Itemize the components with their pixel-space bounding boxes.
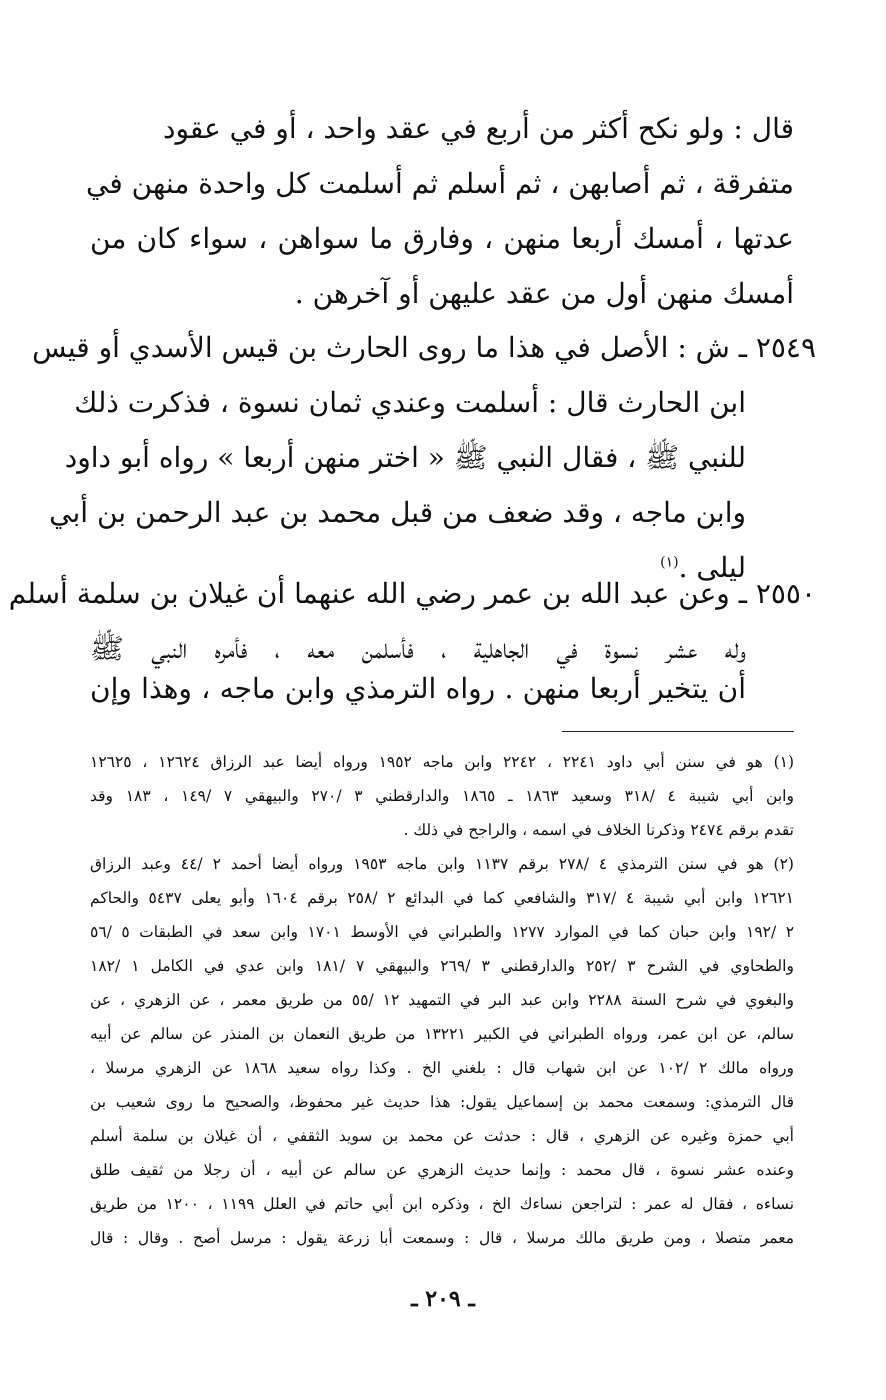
footnote-2-line-6: سالم، عن ابن عمر، ورواه الطبراني في الكبير ١٣٢٢١ من طريق النعمان بن المنذر عن سالم عن أبيه	[90, 1025, 794, 1043]
footnote-1-line-1: (١) هو في سنن أبي داود ٢٢٤١ ، ٢٢٤٢ وابن ماجه ١٩٥٢ ورواه أيضا عبد الرزاق ١٢٦٢٤ ، ١٢٦٢٥	[90, 753, 795, 771]
item-2549-line-2: ابن الحارث قال : أسلمت وعندي ثمان نسوة ، فذكرت ذلك	[74, 386, 746, 419]
footnote-2-line-11: نساءه ، فقال له عمر : لتراجعن نساءك الخ ، وذكره ابن أبي حاتم في العلل ١١٩٩ ، ١٢٠٠ من طريق	[90, 1195, 795, 1213]
item-2549-line-3: للنبي ﷺ ، فقال النبي ﷺ « اختر منهن أربعا » رواه أبو داود	[64, 441, 746, 474]
item-2550-text-1: ـ وعن عبد الله بن عمر رضي الله عنهما أن غيلان بن سلمة أسلم	[8, 577, 747, 610]
paragraph-1-line-1: قال : ولو نكح أكثر من أربع في عقد واحد ، أو في عقود	[162, 112, 794, 145]
footnote-2-line-5: والبغوي في شرح السنة ٢٢٨٨ وابن عبد البر في التمهيد ١٢ /٥٥ من طريق معمر ، عن الزهري ، عن	[90, 991, 795, 1009]
footnote-2-line-12: معمر متصلا ، ومن طريق مالك مرسلا ، قال : وسمعت أبا زرعة يقول : مرسل أصح . وقال : قال	[90, 1229, 794, 1247]
item-number-2550: ٢٥٥٠	[755, 577, 816, 610]
item-2550-text-3: أن يتخير أربعا منهن . رواه الترمذي وابن ماجه ، وهذا وإن	[90, 672, 746, 705]
item-2549-line-1	[32, 320, 816, 375]
footnote-separator	[562, 731, 794, 732]
item-2549-line-4: وابن ماجه ، وقد ضعف من قبل محمد بن عبد الرحمن بن أبي	[49, 496, 746, 529]
item-number-2549: ٢٥٤٩	[755, 331, 816, 364]
item-2550-line-2: وله عشر نسوة في الجاهلية ، فأسلمن معه ، فأمره النبي ﷺ	[90, 632, 746, 665]
footnote-2-line-9: أبي حمزة وغيره عن الزهري ، قال : حدثت عن محمد بن سويد الثقفي ، أن غيلان بن سلمة أسلم	[90, 1127, 794, 1145]
item-2549-text-1: ـ ش : الأصل في هذا ما روى الحارث بن قيس الأسدي أو قيس	[32, 331, 747, 364]
footnote-ref-1[interactable]: (١)	[660, 554, 679, 571]
item-2550-line-3	[90, 661, 746, 716]
footnote-2-line-2: ١٢٦٢١ وابن أبي شيبة ٤ /٣١٧ والشافعي كما في البدائع ٢ /٢٥٨ برقم ١٦٠٤ وأبو يعلى ٥٤٣٧ والحاكم	[90, 889, 795, 907]
item-2550-line-1	[8, 566, 816, 621]
footnote-2-line-3: ٢ /١٩٢ وابن حبان كما في الموارد ١٢٧٧ والطبراني في الأوسط ١٧٠١ وابن سعد في الطبقات ٥ /٥٦	[90, 923, 795, 941]
footnote-1-line-3: تقدم برقم ٢٤٧٤ وذكرنا الخلاف في اسمه ، والراجح في ذلك .	[403, 821, 794, 839]
paragraph-1-line-2: متفرقة ، ثم أصابهن ، ثم أسلم ثم أسلمت كل واحدة منهن في	[86, 167, 794, 200]
footnote-2-line-7: ورواه مالك ٢ /١٠٢ عن ابن شهاب قال : بلغني الخ . وكذا رواه سعيد ١٨٦٨ عن الزهري مرسلا ،	[90, 1059, 794, 1077]
footnote-1-line-2: وابن أبي شيبة ٤ /٣١٨ وسعيد ١٨٦٣ ـ ١٨٦٥ والدارقطني ٣ /٢٧٠ والبيهقي ٧ /١٤٩ ، ١٨٣ وقد	[90, 787, 794, 805]
footnote-2-line-4: والطحاوي في الشرح ٣ /٢٥٢ والدارقطني ٣ /٢٦٩ والبيهقي ٧ /١٨١ وابن عدي في الكامل ١ /١٨٢	[90, 957, 794, 975]
footnote-2-line-8: قال الترمذي: وسمعت محمد بن إسماعيل يقول: هذا حديث غير محفوظ، والصحيح ما روى شعيب بن	[90, 1093, 794, 1111]
item-2549-text-5: ليلى .	[678, 551, 746, 584]
paragraph-1-line-4: أمسك منهن أول من عقد عليهن أو آخرهن .	[294, 277, 794, 310]
footnote-2-line-1: (٢) هو في سنن الترمذي ٤ /٢٧٨ برقم ١١٣٧ وابن ماجه ١٩٥٣ ورواه أيضا أحمد ٢ /٤٤ وعبد الرزاق	[90, 855, 794, 873]
footnote-2-line-10: وعنده عشر نسوة ، قال محمد : وإنما حديث الزهري عن سالم عن أبيه ، أن رجلا من ثقيف طلق	[90, 1161, 794, 1179]
paragraph-1-line-3: عدتها ، أمسك أربعا منهن ، وفارق ما سواهن ، سواء كان من	[90, 222, 794, 255]
page-number: ـ ٢٠٩ ـ	[411, 1286, 475, 1312]
